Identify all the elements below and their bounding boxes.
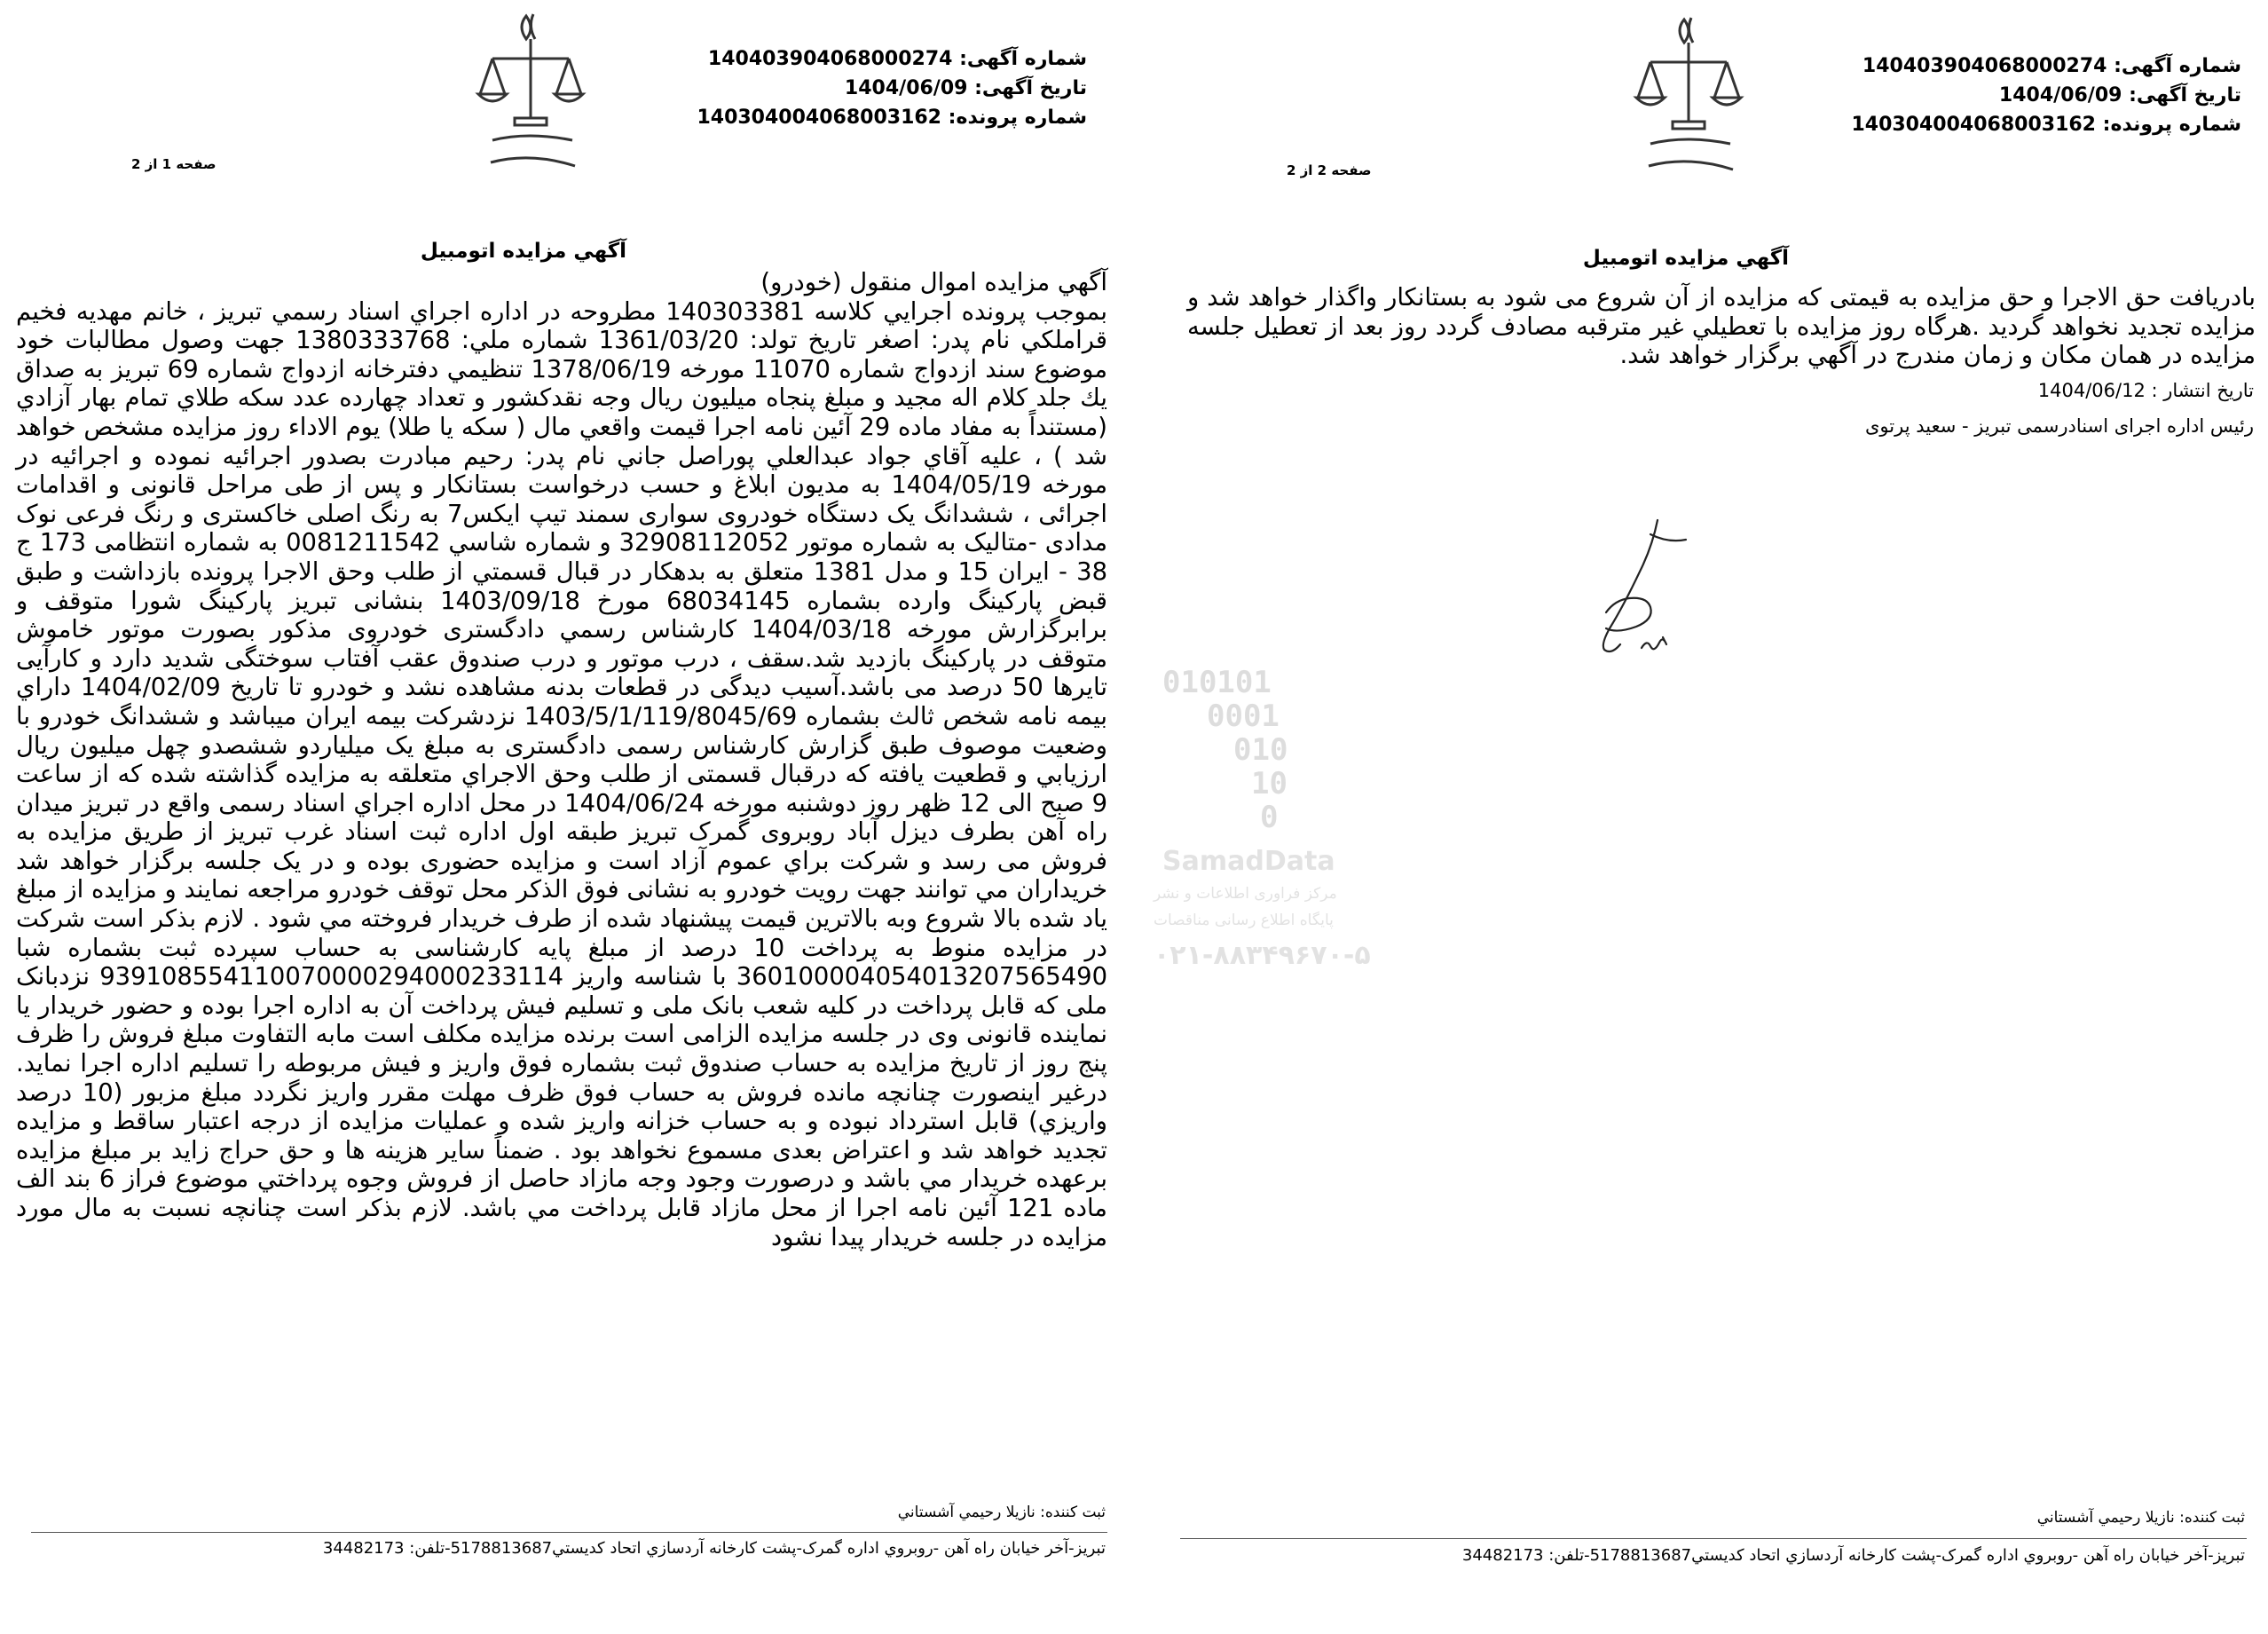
page-number: صفحه 1 از 2 <box>131 156 217 172</box>
watermark-brand: SamadData <box>1162 846 1335 877</box>
notice-date: تاریخ آگهی: 1404/06/09 <box>1998 84 2241 107</box>
file-number: شماره پرونده: 140304004068003162 <box>697 107 1087 129</box>
notice-title: آگهي مزايده اتومبيل <box>420 240 627 263</box>
watermark-binary-4: 10 <box>1251 766 1288 801</box>
page-number: صفحه 2 از 2 <box>1287 162 1372 178</box>
publish-date: تاريخ انتشار : 1404/06/12 <box>2037 380 2254 401</box>
watermark-binary-5: 0 <box>1260 800 1279 835</box>
judiciary-emblem-icon <box>1633 11 1748 179</box>
watermark-binary-1: 010101 <box>1162 666 1272 700</box>
notice-body <box>1187 284 2256 371</box>
notice-meta <box>1851 51 2241 139</box>
signer-title: رئيس اداره اجرای اسنادرسمی تبریز - سعید پرتوی <box>1865 415 2254 437</box>
notice-number: شماره آگهی: 140403904068000274 <box>1862 55 2241 77</box>
watermark-line2: پایگاه اطلاع رسانی مناقصات <box>1154 912 1334 929</box>
notice-body-text: بموجب پرونده اجرايي كلاسه 140303381 مطروحه در اداره اجراي اسناد رسمي تبريز ، خانم مهديه فخيم قراملكي نام پدر: اصغر تاريخ تولد: 1361/03/20 شماره ملي: 1380333768 جهت وصول مطالبات خود موضوع سند ازدواج شماره 11070 مورخه 1378/06/19 تنظيمي دفترخانه ازدواج شماره 69 تبريز به صداق يك جلد كلام اله مجيد و مبلغ پنجاه ميليون ريال وجه نقدكشور و تعداد چهارده عدد سكه طلاي تمام بهار آزادي (مستنداً به مفاد ماده 29 آئين نامه اجرا قيمت واقعي مال ( سكه يا طلا) يوم الاداء روز مزايده مشخص خواهد شد ) ، عليه آقاي جواد عبدالعلي پوراصل جاني نام پدر: رحيم مبادرت بصدور اجرائيه نموده و اجرائيه در مورخه 1404/05/19 به مديون ابلاغ و حسب درخواست بستانكار و پس از طی مراحل قانونی و اقدامات اجرائی ، ششدانگ یک دستگاه خودروی سواری سمند تیپ ایکس7 به رنگ اصلی خاکستری و رنگ فرعی نوک مدادی -متالیک به شماره موتور 32908112052 و شماره شاسي 0081211542 به شماره انتظامی 173 ج 38 - ایران 15 و مدل 1381 متعلق به بدهكار در قبال قسمتي از طلب وحق الاجرا پرونده بازداشت و طبق قبض پاركينگ وارده بشماره 68034145 مورخ 1403/09/18 بنشانی تبریز پارکینگ شورا متوقف و برابرگزارش مورخه 1404/03/18 كارشناس رسمي دادگستری خودروی مذکور بصورت موتور خاموش متوقف در پارکینگ بازدید شد.سقف ، درب موتور و درب صندوق عقب آفتاب سوختگی شدید دارد و کارآیی تایرها 50 درصد می باشد.آسیب دیدگی در قطعات بدنه مشاهده نشد و خودرو تا تاريخ 1404/02/09 داراي بيمه نامه شخص ثالث بشماره 1403/5/1/119/8045/69 نزدشرکت بیمه ایران میباشد و ششدانگ خودرو با وضعیت موصوف طبق گزارش کارشناس رسمی دادگستری به مبلغ یک میلیاردو ششصدو چهل میلیون ریال ارزيابي و قطعيت يافته كه درقبال قسمتی از طلب وحق الاجراي متعلقه به مزايده گذاشته شده كه از ساعت 9 صبح الی 12 ظهر روز دوشنبه مورخه 1404/06/24 در محل اداره اجراي اسناد رسمی واقع در تبریز میدان راه آهن بطرف دیزل آباد روبروی گمرک تبریز طبقه اول اداره ثبت اسناد غرب تبریز از طریق مزایده به فروش می رسد و شركت براي عموم آزاد است و مزایده حضوری بوده و در یک جلسه برگزار خواهد شد خريداران مي توانند جهت رويت خودرو به نشانی فوق الذكر محل توقف خودرو مراجعه نمايند و مزايده از مبلغ ياد شده بالا شروع وبه بالاترين قيمت پيشنهاد شده از طرف خريدار فروخته مي شود . لازم بذکر است شرکت در مزایده منوط به پرداخت 10 درصد از مبلغ پایه کارشناسی به حساب سپرده ثبت بشماره شبا 360100004054013207565490 با شناسه واریز 939108554110070000294000233114 نزدبانک ملی که قابل پرداخت در کلیه شعب بانک ملی و تسلیم فیش پرداخت آن به اداره اجرا بوده و حضور خریدار یا نماینده قانونی وی در جلسه مزایده الزامی است برنده مزايده مكلف است مابه التفاوت مبلغ فروش را ظرف پنج روز از تاريخ مزايده به حساب صندوق ثبت بشماره فوق واریز و فيش مربوطه را تسليم اداره اجرا نمايد. درغير اينصورت چنانچه مانده فروش به حساب فوق ظرف مهلت مقرر واريز نگردد مبلغ مزبور (10 درصد واريزي) قابل استرداد نبوده و به حساب خزانه واريز شده و عمليات مزايده از درجه اعتبار ساقط و مزايده تجديد خواهد شد و اعتراض بعدی مسموع نخواهد بود . ضمناً ساير هزينه ها و حق حراج زايد بر مبلغ مزايده برعهده خريدار مي باشد و درصورت وجود وجه مازاد حاصل از فروش وجوه پرداختي موضوع فراز 6 بند الف ماده 121 آئين نامه اجرا از محل مازاد قابل پرداخت مي باشد. لازم بذكر است چنانچه نسبت به مال مورد مزايده در جلسه خريدار پيدا نشود <box>16 297 1108 1251</box>
watermark-binary-2: 0001 <box>1207 699 1280 734</box>
notice-date: تاریخ آگهی: 1404/06/09 <box>844 77 1087 99</box>
office-address-footer: تبريز-آخر خيابان راه آهن -روبروي اداره گمرک-پشت کارخانه آردسازي اتحاد کديستي5178813687-تلفن: 34482173 <box>1461 1546 2245 1565</box>
notice-body <box>16 269 1107 1252</box>
handwritten-signature <box>1588 515 1695 666</box>
notice-page-1 <box>0 0 1120 1634</box>
notice-number: شماره آگهی: 140403904068000274 <box>707 48 1087 70</box>
footer-divider <box>1180 1538 2247 1539</box>
footer-divider <box>31 1532 1107 1533</box>
notice-meta <box>697 44 1087 132</box>
notice-title: آگهي مزايده اتومبيل <box>1582 247 1790 270</box>
registrar: ثبت کننده: نازيلا رحيمي آشستاني <box>2036 1509 2245 1527</box>
file-number: شماره پرونده: 140304004068003162 <box>1851 114 2241 136</box>
office-address-footer: تبريز-آخر خيابان راه آهن -روبروي اداره گمرک-پشت کارخانه آردسازي اتحاد کديستي5178813687-تلفن: 34482173 <box>322 1539 1106 1558</box>
watermark-phone: ۰۲۱-۸۸۳۴۹۶۷۰-۵ <box>1154 940 1371 971</box>
watermark-line1: مرکز فراوری اطلاعات و نشر <box>1154 885 1337 903</box>
judiciary-emblem-icon <box>475 7 590 176</box>
registrar: ثبت کننده: نازيلا رحيمي آشستاني <box>897 1504 1106 1521</box>
notice-body-text: بادریافت حق الاجرا و حق مزایده به قیمتی که مزایده از آن شروع می شود به بستانکار واگذار خواهد شد و مزایده تجدید نخواهد گردید .هرگاه روز مزايده با تعطيلي غير مترقبه مصادف گردد روز بعد از تعطيل جلسه مزايده در همان مكان و زمان مندرج در آگهي برگزار خواهد شد. <box>1187 284 2256 370</box>
watermark-binary-3: 010 <box>1233 732 1288 768</box>
notice-heading: آگهي مزايده اموال منقول (خودرو) <box>760 269 1107 296</box>
notice-page-2 <box>1171 0 2268 1634</box>
